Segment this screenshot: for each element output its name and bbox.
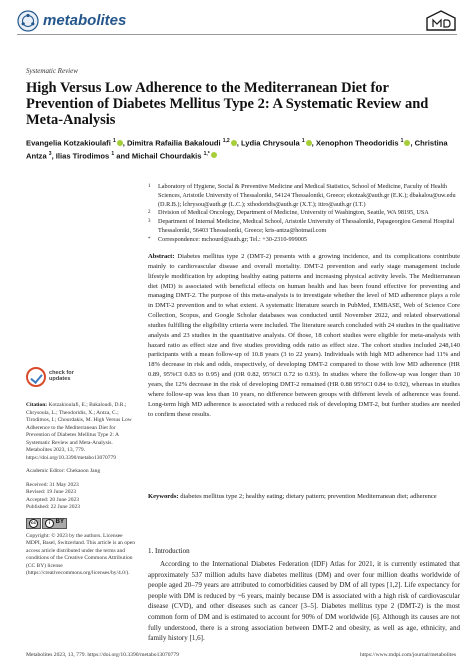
header-divider — [17, 34, 457, 35]
orcid-icon[interactable] — [306, 140, 312, 146]
citation-block — [26, 402, 138, 462]
author-name[interactable]: Ilias Tirodimos — [55, 151, 112, 161]
author-affiliation-marker: 3 — [48, 150, 52, 157]
journal-header — [17, 10, 457, 44]
author-affiliation-marker: 1,2 — [222, 138, 230, 144]
abstract — [148, 252, 460, 419]
affiliation-item — [148, 183, 460, 209]
affiliation-text: Division of Medical Oncology, Department of Medicine, University of Washington, Seattle, WA 98195, USA — [158, 209, 429, 217]
revised-label: Revised: — [26, 489, 46, 495]
citation-text[interactable]: Kotzakioulafi, E.; Bakaloudi, D.R.; Chrysoula, L.; Theodoridis, X.; Antza, C.; Tirodimos, I.; Chourdakis, M. High Versus Low Adherence to the Mediterranean Diet for Prevention of Diabetes Mellitus Type 2: A Systematic Review and Meta-Analysis. Metabolites 2023, 13, 779. https://doi.org/10.3390/metabo13070779 — [26, 402, 132, 461]
abstract-text: Diabetes mellitus type 2 (DMT-2) presents with a growing incidence, and its complications contribute mainly to cardiovascular disease and overall mortality. DMT-2 prevention and early stage management include lifestyle modification by adopting healthy eating patterns and increasing physical activity levels. The Mediterranean diet (MD) is associated with beneficial effects on human health and has been found effective for preventing and managing DMT-2. The purpose of this meta-analysis is to investigate whether the level of MD adherence plays a role in DMT-2 prevention and to what extent. A systematic literature search in PubMed, EMBASE, Web of Science Core Collection, Scopus, and Google Scholar databases was conducted until November 2022, and related observational studies fulfilling the eligibility criteria were included. The literature search concluded with 24 studies in the qualitative analysis and 23 studies in the quantitative analysis. Of those, 18 cohort studies were eligible for meta-analysis with hazard ratio as effect size and five studies providing odds ratio as effect size. The cohort studies included 248,140 participants with a mean follow-up of 10.8 years (3 to 22 years). Individuals with high MD adherence had 11% and 18% decrease in risk and odds, respectively, of developing DMT-2 compared to those with low MD adherence (HR 0.89, 95%CI 0.83 to 0.95) and (OR 0.82, 95%CI 0.72 to 0.93). In studies where the follow-up was longer than 10 years, the 12% decrease in the risk of developing DMT-2 remained (HR 0.88 95%CI 0.84 to 0.92), whereas in studies where follow-up was less than 10 years, no difference between groups with different levels of adherence was found. Long-term high MD adherence is associated with a reduced risk of developing DMT-2, but further studies are needed to confirm these results. — [148, 253, 461, 418]
dates-block — [26, 482, 138, 512]
section-heading: 1. Introduction — [148, 547, 190, 555]
cc-license-badge[interactable] — [26, 518, 138, 529]
editor-block — [26, 468, 138, 476]
article-title: High Versus Low Adherence to the Mediterranean Diet for Prevention of Diabetes Mellitus Type 2: A Systematic Review and Meta-Analysis — [26, 80, 429, 128]
license-badge-label: BY — [55, 519, 65, 526]
author-list: Evangelia Kotzakioulafi $^1$ , Dimitra Rafailia Bakaloudi $^{1,2}$ , Lydia Chrysoula $^1$ , Xenophon Theodoridis $^1$ , Christina Antza $^3$, Ilias Tirodimos $^1$ and Michail Chourdakis $^{1,*}$ — [26, 138, 448, 161]
affiliations — [148, 183, 460, 245]
orcid-icon[interactable] — [211, 152, 217, 158]
check-updates-label: check for updates — [49, 370, 74, 383]
published-label: Published: — [26, 504, 50, 510]
affiliation-number: * — [148, 236, 151, 242]
received-date: 31 May 2023 — [49, 481, 79, 488]
citation-label: Citation: — [26, 402, 48, 408]
abstract-label: Abstract: — [148, 253, 175, 260]
metabolites-logo-icon — [17, 10, 39, 32]
editor-label: Academic Editor: — [26, 468, 65, 474]
accepted-label: Accepted: — [26, 496, 49, 503]
affiliation-text: Department of Internal Medicine, Medical School, Aristotle University of Thessaloniki, Papageorgiou General Hospital Thessaloniki, 56403 Thessaloniki, Greece; kris-antza@hotmail.com — [158, 218, 455, 234]
mdpi-logo-icon[interactable] — [425, 10, 457, 32]
keywords — [148, 492, 460, 502]
keywords-text: diabetes mellitus type 2; healthy eating; dietary pattern; prevention Mediterranean diet; adherence — [180, 493, 437, 500]
check-updates-icon — [26, 367, 46, 387]
author-name[interactable]: Lydia Chrysoula — [240, 138, 302, 148]
affiliation-number: 2 — [148, 210, 151, 216]
affiliation-item — [148, 209, 460, 218]
accepted-date: 20 June 2023 — [49, 496, 80, 503]
revised-date: 19 June 2023 — [46, 489, 76, 495]
copyright-notice: Copyright: © 2023 by the authors. Licensee MDPI, Basel, Switzerland. This article is an open access article distributed under the terms and conditions of the Creative Commons Attribution (CC BY) license (https://creativecommons.org/licenses/by/4.0/). — [26, 532, 135, 576]
affiliation-text: Laboratory of Hygiene, Social & Preventive Medicine and Medical Statistics, School of Medicine, Faculty of Health Sciences, Aristotle University of Thessaloniki, 54124 Thessaloniki, Greece; ekotzak@auth.gr (E.K.); dbakalou@uw.edu (D.R.B.); lchrysou@auth.gr (L.C.); xthodoridis@auth.gr (X.T.); itiro@auth.gr (I.T.) — [158, 183, 456, 208]
footer-citation[interactable]: Metabolites 2023, 13, 779. https://doi.org/10.3390/metabo13070779 — [26, 652, 179, 658]
affiliation-text: Correspondence: mchourd@auth.gr; Tel.: +30-2310-999005 — [158, 235, 308, 243]
author-name[interactable]: Evangelia Kotzakioulafi — [26, 138, 113, 148]
creative-commons-icon: cc — [26, 518, 41, 529]
orcid-icon[interactable] — [404, 140, 410, 146]
affiliation-number: 1 — [148, 184, 151, 189]
keywords-label: Keywords: — [148, 493, 179, 500]
author-name[interactable]: Xenophon Theodoridis — [315, 138, 401, 148]
author-name[interactable]: Dimitra Rafailia Bakaloudi — [126, 138, 223, 148]
orcid-icon[interactable] — [231, 140, 237, 146]
affiliation-item — [148, 236, 460, 245]
journal-name[interactable]: metabolites — [43, 12, 127, 29]
author-name[interactable]: Christina Antza — [26, 138, 448, 161]
introduction-text: According to the International Diabetes Federation (IDF) Atlas for 2021, it is currently estimated that approximately 537 million adults have diabetes mellitus (DM) and over four million deaths worldwide of people aged 20–79 years are attributed to comorbidities caused by DM of all types [1,2]. Life expectancy for people with DM is reduced by ~6 years, mainly because DM is associated with a high risk of cardiovascular disease (CVD), and other diseases such as cancer [3–5]. Diabetes mellitus type 2 (DMT-2) is the most common form of DM and is estimated to account for 90% of DM worldwide [6]. Although its causes are not fully understood, there is a strong association between DMT-2 and obesity, as well as age, ethnicity, and family history [1,6]. — [148, 560, 460, 643]
author-affiliation-marker: 1 — [112, 138, 116, 144]
author-affiliation-marker: 1,* — [203, 150, 210, 157]
check-for-updates-button[interactable] — [26, 367, 74, 391]
author-affiliation-marker: 1 — [111, 150, 115, 157]
editor-name: Chekaoon Jang — [66, 468, 101, 474]
orcid-icon[interactable] — [117, 140, 123, 146]
affiliation-item — [148, 218, 460, 236]
published-date: 22 June 2023 — [50, 504, 80, 510]
author-affiliation-marker: 1 — [400, 138, 404, 144]
author-name[interactable]: Michail Chourdakis — [131, 151, 204, 161]
affiliation-number: 3 — [148, 219, 151, 225]
received-label: Received: — [26, 481, 48, 488]
footer-journal-link[interactable]: https://www.mdpi.com/journal/metabolites — [360, 652, 456, 658]
attribution-icon: i BY — [42, 518, 67, 529]
author-affiliation-marker: 1 — [301, 138, 305, 144]
article-type: Systematic Review — [26, 67, 78, 75]
article-sidebar — [26, 402, 138, 584]
